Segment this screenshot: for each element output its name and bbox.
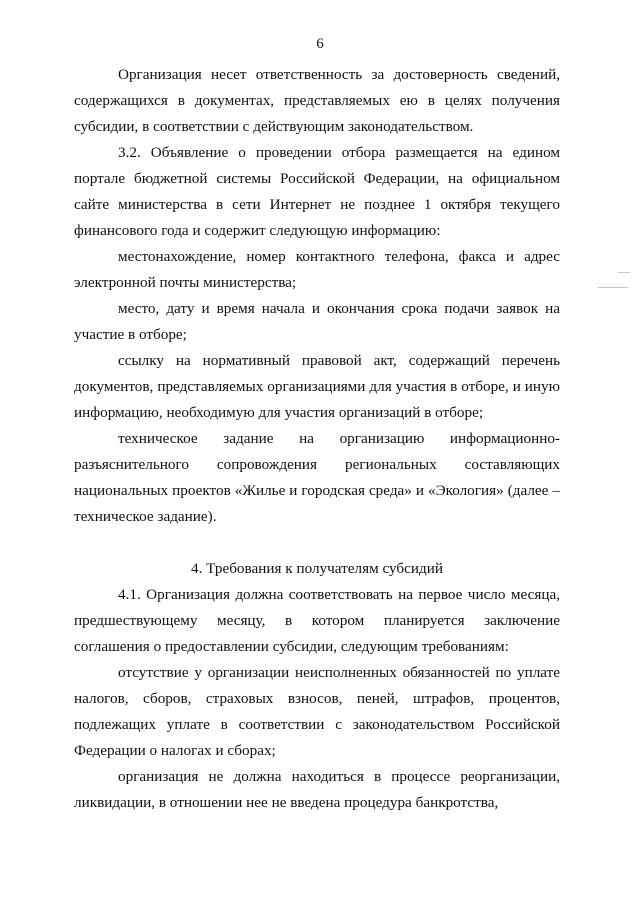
paragraph-reorganization: организация не должна находиться в процессе реорганизации, ликвидации, в отношении нее не введена процедура банкротства,	[74, 768, 560, 811]
document-body	[74, 62, 560, 816]
paragraph-legal-act-link: ссылку на нормативный правовой акт, содержащий перечень документов, представляемых организациями для участия в отборе, и иную информацию, необходимую для участия организаций в отборе;	[74, 352, 560, 421]
paragraph-3-2: 3.2. Объявление о проведении отбора размещается на едином портале бюджетной системы Российской Федерации, на официальном сайте министерства в сети Интернет не позднее 1 октября текущего финансового года и содержит следующую информацию:	[74, 144, 560, 239]
section-heading-4: 4. Требования к получателям субсидий	[190, 560, 443, 577]
paragraph-4-1: 4.1. Организация должна соответствовать на первое число месяца, предшествующему месяцу, в котором планируется заключение соглашения о предоставлении субсидии, следующим требованиям:	[74, 586, 560, 655]
paragraph-tax-obligations: отсутствие у организации неисполненных обязанностей по уплате налогов, сборов, страховых взносов, пеней, штрафов, процентов, подлежащих уплате в соответствии с законодательством Российской Федерации о налогах и сборах;	[74, 664, 560, 759]
paragraph-responsibility: Организация несет ответственность за достоверность сведений, содержащихся в документах, представляемых ею в целях получения субсидии, в соответствии с действующим законодательством.	[74, 66, 560, 135]
paragraph-location: местонахождение, номер контактного телефона, факса и адрес электронной почты министерства;	[74, 248, 560, 291]
scan-speck	[618, 272, 630, 273]
paragraph-application-period: место, дату и время начала и окончания срока подачи заявок на участие в отборе;	[74, 300, 560, 343]
page-number: 6	[316, 36, 324, 52]
paragraph-technical-task: техническое задание на организацию информационно-разъяснительного сопровождения региональных составляющих национальных проектов «Жилье и городская среда» и «Экология» (далее – техническое задание).	[74, 430, 560, 525]
scan-speck	[598, 287, 628, 288]
